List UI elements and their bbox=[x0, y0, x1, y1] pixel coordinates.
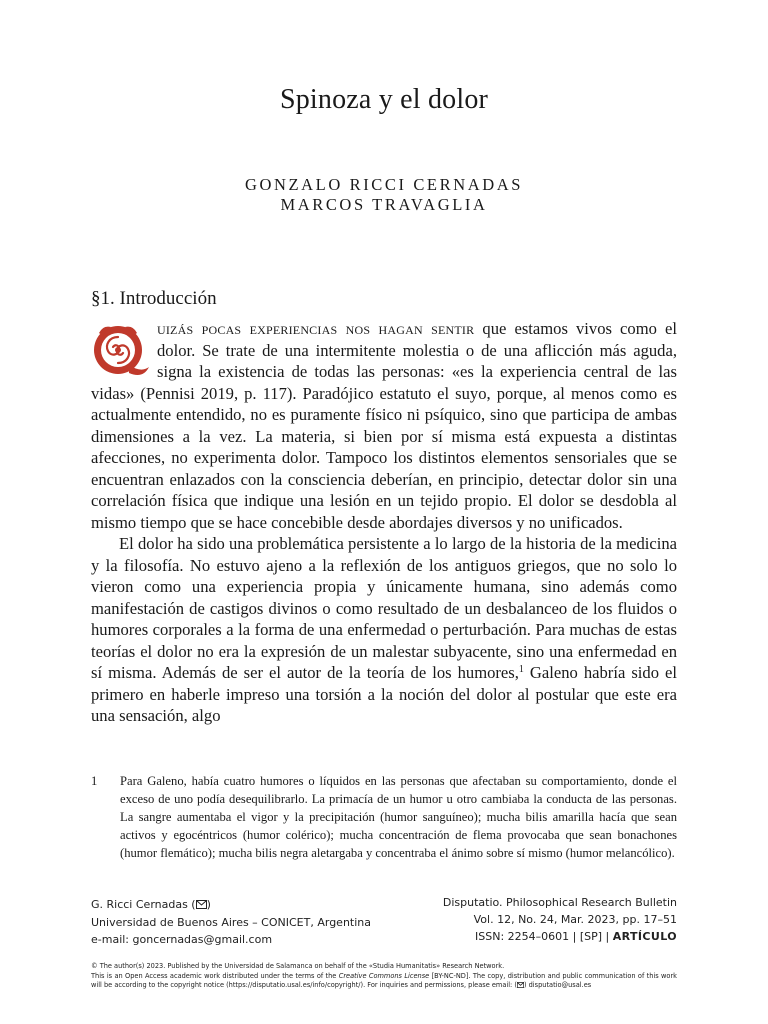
journal-issn-line bbox=[443, 928, 677, 945]
author-list bbox=[0, 175, 768, 215]
paragraph-text: que estamos vivos como el dolor. Se trate de una intermitente molestia o de una aflicción más aguda, signa la existencia de todas las personas: «es la experiencia central de las vidas» (Pennisi 2019, p. 117). Paradójico estatuto el suyo, porque, al menos como es actualmente entendido, no es puramente físico ni psíquico, sino que participa de ambas dimensiones a la vez. La materia, si bien por sí misma está expuesta a distintas afecciones, no experimenta dolor. Tampoco los distintos elementos sensoriales que se encuentran enlazados con la consciencia deberían, en principio, detectar dolor sin una correlación física que indique una lesión en un tejido propio. El dolor se desdobla al mismo tiempo que se hace concebible desde abordajes diversos y no unificados. bbox=[91, 319, 677, 532]
paragraph-text: El dolor ha sido una problemática persistente a lo largo de la historia de la medicina y la filosofía. No estuvo ajeno a la reflexión de los antiguos griegos, que no solo lo vieron como una experiencia propia y únicamente humana, sino además como manifestación de castigos divinos o como resultado de un desbalanceo de los fluidos o humores corporales a la forma de una enfermedad o perturbación. Para muchas de estas teorías el dolor no era la expresión de un malestar subyacente, sino una enfermedad en sí misma. Además de ser el autor de la teoría de los humores, bbox=[91, 534, 677, 682]
email-label: e-mail: bbox=[91, 933, 130, 946]
article-body bbox=[91, 318, 677, 727]
institution: Universidad de Buenos Aires – CONICET, Argentina bbox=[91, 916, 371, 929]
article-type: ARTÍCULO bbox=[612, 930, 677, 943]
drop-cap-q-icon bbox=[89, 321, 151, 381]
paragraph-text: Galeno habría sido el primero en haberle impreso una torsión a la noción del dolor al postular que este era una sensación, algo bbox=[91, 663, 677, 725]
license-text: This is an Open Access academic work distributed under the terms of the Creative Commons License [BY-NC-ND]. The copy, distribution and public communication of this work will be according to the copyright notice (https://disputatio.usal.es/info/copyright/). For inquiries and permissions, please email: ( ) disputatio@usal.es bbox=[91, 972, 677, 992]
license-text-part: This is an Open Access academic work distributed under the terms of the bbox=[91, 971, 337, 980]
copyright-notice bbox=[91, 962, 677, 992]
author-affiliation bbox=[91, 896, 371, 948]
license-text-part: [BY-NC-ND]. The copy, distribution and public communication of this work will be according to the copyright notice (https://disputatio.usal.es/info/copyright/). For inquiries and permissions, please email: bbox=[91, 971, 677, 990]
smallcaps-lead: uizás pocas experiencias nos hagan sentir bbox=[157, 319, 475, 338]
footnote bbox=[91, 772, 677, 862]
footnote-reference[interactable]: 1 bbox=[518, 664, 524, 675]
author-email-link[interactable]: goncernadas@gmail.com bbox=[132, 933, 273, 946]
corresponding-author-name: G. Ricci Cernadas bbox=[91, 898, 188, 911]
author-name: GONZALO RICCI CERNADAS bbox=[244, 175, 524, 194]
license-name[interactable]: Creative Commons License bbox=[338, 971, 430, 980]
email-line bbox=[91, 931, 371, 948]
footnote-number: 1 bbox=[91, 774, 98, 788]
author-name: MARCOS TRAVAGLIA bbox=[280, 195, 488, 214]
journal-issn: ISSN: 2254–0601 | [SP] | bbox=[475, 930, 610, 943]
envelope-icon[interactable] bbox=[196, 897, 207, 914]
section-heading: §1. Introducción bbox=[91, 288, 217, 309]
paragraph bbox=[91, 533, 677, 727]
copyright-line: © The author(s) 2023. Published by the Universidad de Salamanca on behalf of the «Studia Humanitatis» Research Network. bbox=[91, 962, 505, 970]
article-title: Spinoza y el dolor bbox=[279, 84, 489, 115]
paragraph bbox=[91, 318, 677, 533]
journal-email-link[interactable]: disputatio@usal.es bbox=[528, 981, 592, 990]
journal-name: Disputatio. Philosophical Research Bulletin bbox=[442, 896, 677, 909]
journal-volume: Vol. 12, No. 24, Mar. 2023, pp. 17–51 bbox=[473, 913, 677, 926]
envelope-icon bbox=[517, 982, 524, 992]
journal-info bbox=[443, 894, 677, 945]
corresponding-author: G. Ricci Cernadas ( ) bbox=[91, 896, 371, 914]
footnote-text: Para Galeno, había cuatro humores o líquidos en las personas que afectaban su comportamiento, donde el exceso de uno podía desequilibrarlo. La primacía de un humor u otro cambiaba la conducta de las personas. La sangre aumentaba el vigor y la precipitación (humor sanguíneo); mucha bilis amarilla hacía que sean activos y egocéntricos (humor colérico); mucha concentración de flema provocaba que sean bonachones (humor flemático); mucha bilis negra aletargaba y concentraba el ánimo sobre sí mismo (humor melancólico). bbox=[120, 774, 677, 860]
